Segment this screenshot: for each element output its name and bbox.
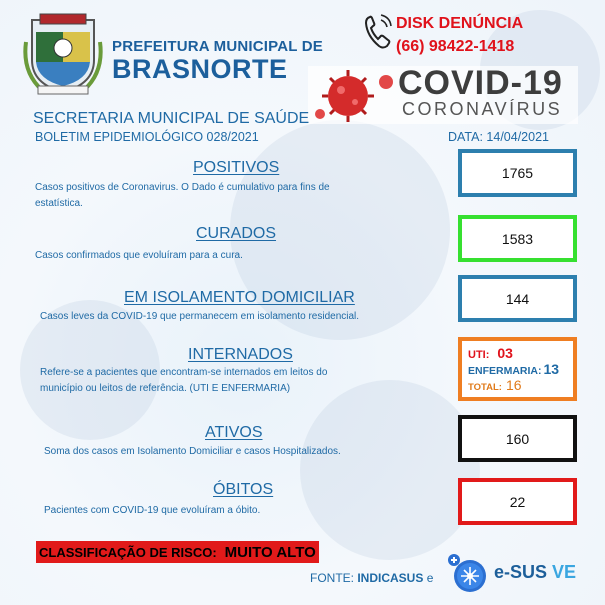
covid-subtitle: CORONAVÍRUS	[402, 99, 563, 119]
background-virus-shape	[300, 380, 480, 560]
ativos-value-box	[458, 415, 577, 462]
organization-name	[112, 38, 323, 85]
internados-title: INTERNADOS	[188, 346, 293, 363]
esus-logo-icon	[446, 552, 488, 594]
bulletin-date: DATA: 14/04/2021	[448, 130, 549, 144]
secretariat-title: SECRETARIA MUNICIPAL DE SAÚDE	[33, 110, 310, 127]
positivos-title: POSITIVOS	[193, 159, 280, 176]
isolamento-value: 144	[505, 290, 530, 307]
risk-value: MUITO ALTO	[224, 543, 316, 561]
enfermaria-label: ENFERMARIA:	[468, 365, 542, 377]
positivos-value-box	[458, 149, 577, 197]
internados-value-box	[458, 337, 577, 401]
internados-desc	[40, 365, 327, 397]
isolamento-title: EM ISOLAMENTO DOMICILIAR	[124, 289, 355, 306]
municipal-crest-icon	[22, 12, 104, 96]
esus-logo-text	[494, 562, 576, 583]
uti-label: UTI:	[468, 349, 490, 361]
org-line2: BRASNORTE	[112, 54, 288, 84]
disk-title: DISK DENÚNCIA	[396, 15, 524, 32]
source-conj: e	[426, 571, 434, 585]
total-row	[468, 377, 567, 393]
uti-value: 03	[497, 345, 513, 361]
positivos-desc-line1: Casos positivos de Coronavirus. O Dado é cumulativo para fins de	[35, 182, 330, 193]
positivos-value: 1765	[501, 165, 534, 181]
ativos-value: 160	[505, 430, 530, 447]
obitos-value-box	[458, 478, 577, 525]
source-label: FONTE:	[310, 571, 354, 585]
curados-title: CURADOS	[196, 225, 277, 242]
source-name: INDICASUS	[357, 571, 424, 585]
ativos-title: ATIVOS	[205, 424, 263, 441]
esus-suffix: VE	[552, 562, 577, 582]
positivos-desc	[35, 180, 330, 212]
obitos-title: ÓBITOS	[213, 481, 274, 498]
uti-row	[468, 345, 567, 361]
enfermaria-value: 13	[543, 361, 560, 377]
internados-desc-line1: Refere-se a pacientes que encontram-se internados em leitos do	[40, 367, 328, 378]
enfermaria-row	[468, 361, 567, 377]
curados-desc: Casos confirmados que evoluíram para a cura.	[35, 250, 243, 261]
isolamento-desc: Casos leves da COVID-19 que permanecem em isolamento residencial.	[40, 311, 360, 322]
source-line	[310, 571, 433, 585]
curados-value: 1583	[501, 230, 534, 247]
risk-label: CLASSIFICAÇÃO DE RISCO:	[39, 544, 217, 560]
internados-desc-line2: município ou leitos de referência. (UTI E ENFERMARIA)	[40, 383, 291, 394]
obitos-value: 22	[509, 493, 526, 510]
bulletin-number: BOLETIM EPIDEMIOLÓGICO 028/2021	[35, 130, 259, 144]
isolamento-value-box	[458, 275, 577, 322]
ativos-desc: Soma dos casos em Isolamento Domiciliar e casos Hospitalizados.	[44, 446, 341, 457]
covid-title: COVID-19	[398, 64, 563, 102]
total-value: 16	[505, 377, 522, 393]
positivos-desc-line2: estatística.	[35, 198, 83, 209]
org-line1: PREFEITURA MUNICIPAL DE	[112, 38, 323, 55]
obitos-desc: Pacientes com COVID-19 que evoluíram a óbito.	[44, 505, 261, 516]
phone-icon	[364, 14, 392, 50]
disk-denuncia	[396, 12, 523, 58]
disk-phone: (66) 98422-1418	[396, 38, 515, 55]
curados-value-box	[458, 215, 577, 262]
risk-classification-badge	[36, 541, 319, 563]
total-label: TOTAL:	[468, 382, 502, 393]
esus-main: e-SUS	[494, 562, 548, 582]
